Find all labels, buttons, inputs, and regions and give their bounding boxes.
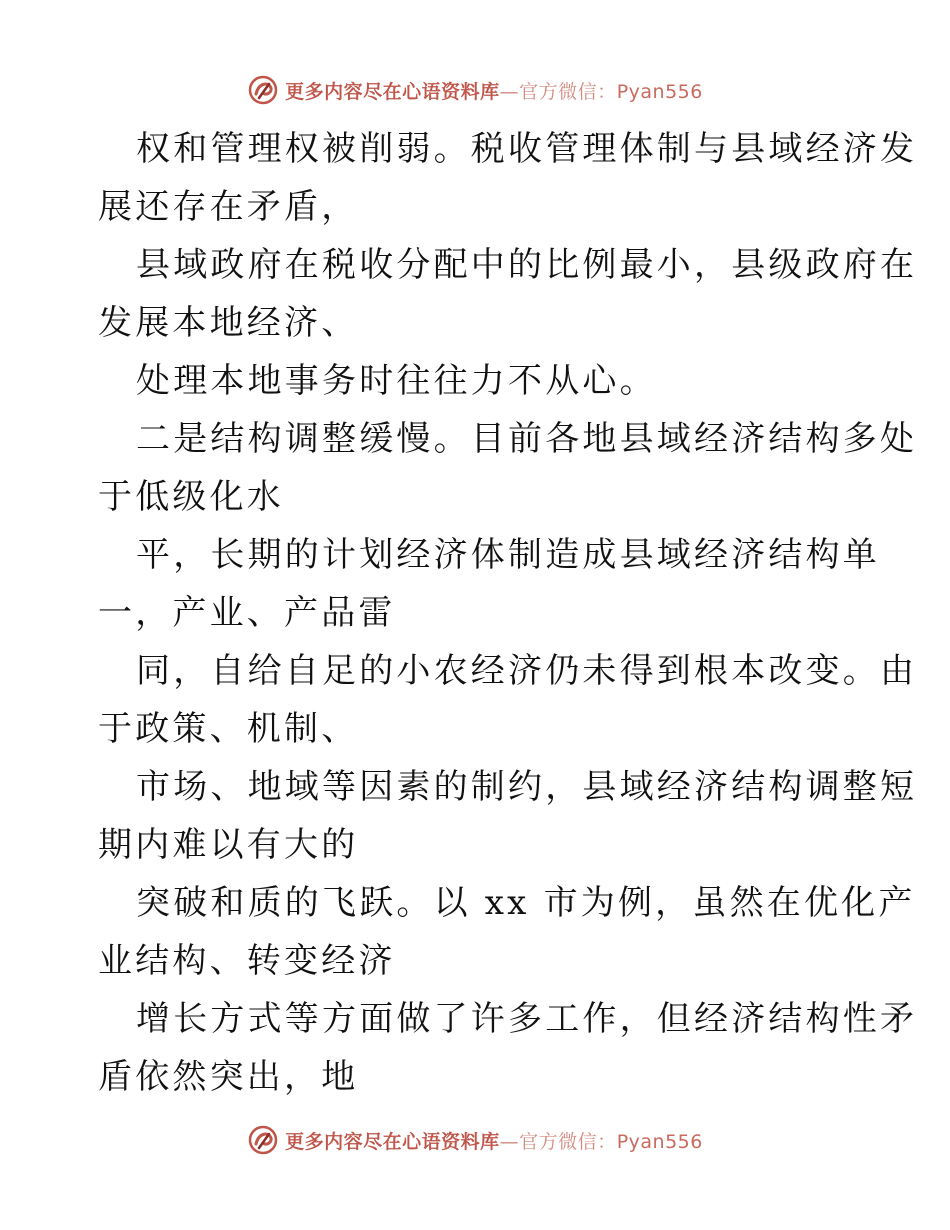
paragraph-line: 业结构、转变经济: [98, 941, 396, 981]
paragraph-line: 展还存在矛盾，: [98, 187, 359, 227]
paragraph-line: 期内难以有大的: [98, 825, 359, 865]
footer-banner-text: [285, 1127, 703, 1154]
footer-banner-title: 更多内容尽在心语资料库: [285, 1130, 500, 1153]
footer-banner-wechat-label: —官方微信：: [499, 1130, 617, 1153]
footer-banner-wechat-id: Pyan556: [616, 1130, 703, 1153]
paragraph-line: 处理本地事务时往往力不从心。: [136, 361, 657, 401]
paragraph-line: 平，长期的计划经济体制造成县域经济结构单: [136, 535, 880, 575]
paragraph-line: 于低级化水: [98, 477, 284, 517]
paragraph-line: 市场、地域等因素的制约，县域经济结构调整短: [136, 767, 918, 807]
paragraph-line: 权和管理权被削弱。税收管理体制与县域经济发: [136, 129, 918, 169]
paragraph-line: 盾依然突出，地: [98, 1057, 359, 1097]
paragraph-line: 发展本地经济、: [98, 303, 359, 343]
paragraph-line: 县域政府在税收分配中的比例最小，县级政府在: [136, 245, 918, 285]
swirl-logo-icon: [247, 74, 279, 106]
paragraph-line: 二是结构调整缓慢。目前各地县域经济结构多处: [136, 419, 918, 459]
swirl-logo-icon: [247, 1124, 279, 1156]
paragraph-line: 增长方式等方面做了许多工作，但经济结构性矛: [136, 999, 918, 1039]
footer-banner: [0, 1120, 950, 1160]
header-banner-wechat-id: Pyan556: [616, 80, 703, 103]
header-banner: [0, 70, 950, 110]
header-banner-text: [285, 77, 703, 104]
header-banner-title: 更多内容尽在心语资料库: [285, 80, 500, 103]
header-banner-wechat-label: —官方微信：: [499, 80, 617, 103]
document-body: [98, 120, 918, 1106]
paragraph-line: 于政策、机制、: [98, 709, 359, 749]
paragraph-line: 同，自给自足的小农经济仍未得到根本改变。由: [136, 651, 918, 691]
paragraph-line: 突破和质的飞跃。以 xx 市为例，虽然在优化产: [136, 883, 916, 923]
paragraph-line: 一，产业、产品雷: [98, 593, 396, 633]
